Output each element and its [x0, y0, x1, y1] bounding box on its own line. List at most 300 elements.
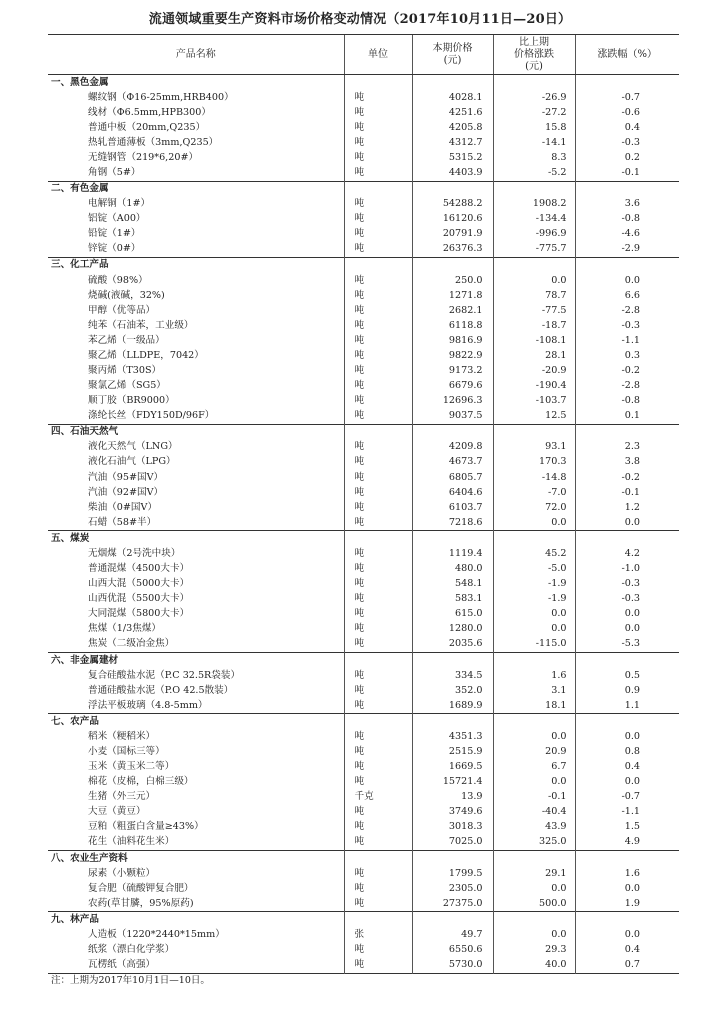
product-name: 石蜡（58#半） [88, 516, 157, 528]
footnote-row [48, 973, 679, 989]
category-change-cell [493, 181, 575, 197]
change-percent: 0.0 [575, 729, 679, 744]
category-pct-cell [575, 531, 679, 547]
header-price-change: 比上期 价格涨跌 (元) [493, 35, 575, 75]
table-row [48, 790, 679, 805]
change-percent: 4.2 [575, 546, 679, 561]
table-body [48, 75, 679, 989]
price-change: 72.0 [493, 500, 575, 515]
category-unit-cell [344, 424, 412, 440]
current-price: 6103.7 [412, 500, 493, 515]
current-price: 13.9 [412, 790, 493, 805]
table-row [48, 409, 679, 425]
unit: 吨 [344, 683, 412, 698]
current-price: 2515.9 [412, 744, 493, 759]
change-percent: -0.7 [575, 790, 679, 805]
current-price: 6679.6 [412, 379, 493, 394]
unit: 吨 [344, 120, 412, 135]
product-name: 柴油（0#国Ⅴ） [88, 501, 158, 513]
current-price: 4673.7 [412, 455, 493, 470]
change-percent: -0.8 [575, 394, 679, 409]
category-unit-cell [344, 652, 412, 668]
category-price-cell [412, 257, 493, 273]
price-change: 40.0 [493, 958, 575, 974]
table-row [48, 90, 679, 105]
unit: 千克 [344, 790, 412, 805]
price-change: -996.9 [493, 227, 575, 242]
price-change: 1.6 [493, 668, 575, 683]
product-name: 锌锭（0#） [88, 243, 141, 255]
current-price: 1119.4 [412, 546, 493, 561]
price-change: 28.1 [493, 348, 575, 363]
current-price: 7218.6 [412, 515, 493, 531]
current-price: 15721.4 [412, 775, 493, 790]
current-price: 5730.0 [412, 958, 493, 974]
unit: 吨 [344, 896, 412, 912]
category-change-cell [493, 257, 575, 273]
unit: 吨 [344, 440, 412, 455]
current-price: 615.0 [412, 607, 493, 622]
category-row [48, 912, 679, 928]
price-change: 8.3 [493, 150, 575, 165]
price-change: 0.0 [493, 775, 575, 790]
current-price: 4251.6 [412, 105, 493, 120]
header-product-name: 产品名称 [48, 35, 344, 75]
unit: 吨 [344, 135, 412, 150]
product-name: 纯苯（石油苯，工业级） [88, 319, 194, 331]
product-name: 铝锭（A00） [88, 213, 146, 225]
product-name: 农药(草甘膦，95%原药) [88, 897, 194, 909]
unit: 吨 [344, 212, 412, 227]
unit: 吨 [344, 455, 412, 470]
table-row [48, 958, 679, 974]
category-pct-cell [575, 714, 679, 730]
table-row [48, 150, 679, 165]
change-percent: -0.1 [575, 165, 679, 181]
product-name: 甲醇（优等品） [88, 304, 156, 316]
table-row [48, 683, 679, 698]
price-change: 0.0 [493, 927, 575, 942]
unit: 吨 [344, 515, 412, 531]
unit: 吨 [344, 546, 412, 561]
price-change: -26.9 [493, 90, 575, 105]
unit: 吨 [344, 577, 412, 592]
product-name: 尿素（小颗粒） [88, 867, 156, 879]
category-price-cell [412, 912, 493, 928]
price-change: 500.0 [493, 896, 575, 912]
header-unit: 单位 [344, 35, 412, 75]
table-row [48, 303, 679, 318]
product-name: 液化石油气（LPG） [88, 456, 176, 468]
table-row [48, 120, 679, 135]
category-name: 二、有色金属 [48, 181, 344, 197]
category-pct-cell [575, 181, 679, 197]
unit: 吨 [344, 318, 412, 333]
current-price: 4205.8 [412, 120, 493, 135]
change-percent: -1.0 [575, 562, 679, 577]
unit: 吨 [344, 729, 412, 744]
current-price: 1271.8 [412, 288, 493, 303]
price-change: -0.1 [493, 790, 575, 805]
category-pct-cell [575, 257, 679, 273]
unit: 吨 [344, 348, 412, 363]
current-price: 20791.9 [412, 227, 493, 242]
table-row [48, 440, 679, 455]
price-change: 0.0 [493, 607, 575, 622]
change-percent: 0.1 [575, 409, 679, 425]
change-percent: -5.3 [575, 637, 679, 653]
category-row [48, 257, 679, 273]
price-change: 45.2 [493, 546, 575, 561]
category-row [48, 181, 679, 197]
current-price: 9037.5 [412, 409, 493, 425]
price-change: -108.1 [493, 333, 575, 348]
change-percent: 0.8 [575, 744, 679, 759]
product-name: 复合肥（硫酸钾复合肥） [88, 882, 194, 894]
category-pct-cell [575, 424, 679, 440]
change-percent: 3.8 [575, 455, 679, 470]
current-price: 1689.9 [412, 698, 493, 714]
price-change: 78.7 [493, 288, 575, 303]
table-row [48, 212, 679, 227]
current-price: 49.7 [412, 927, 493, 942]
table-row [48, 896, 679, 912]
price-change: 1908.2 [493, 197, 575, 212]
product-name: 普通中板（20mm,Q235） [88, 121, 206, 133]
category-pct-cell [575, 850, 679, 866]
price-change: 15.8 [493, 120, 575, 135]
category-row [48, 424, 679, 440]
change-percent: 4.9 [575, 835, 679, 851]
category-unit-cell [344, 181, 412, 197]
unit: 吨 [344, 958, 412, 974]
price-change: -27.2 [493, 105, 575, 120]
product-name: 聚丙烯（T30S） [88, 365, 162, 377]
category-price-cell [412, 424, 493, 440]
product-name: 汽油（92#国Ⅴ） [88, 486, 164, 498]
unit: 吨 [344, 105, 412, 120]
current-price: 6805.7 [412, 470, 493, 485]
price-change: -14.1 [493, 135, 575, 150]
current-price: 1669.5 [412, 760, 493, 775]
page-title: 流通领域重要生产资料市场价格变动情况（2017年10月11日—20日） [148, 12, 572, 27]
unit: 张 [344, 927, 412, 942]
change-percent: 0.9 [575, 683, 679, 698]
change-percent: 1.6 [575, 866, 679, 881]
change-percent: 1.2 [575, 500, 679, 515]
product-name: 液化天然气（LNG） [88, 441, 178, 453]
change-percent: 0.4 [575, 120, 679, 135]
price-change: -5.2 [493, 165, 575, 181]
unit: 吨 [344, 760, 412, 775]
current-price: 9822.9 [412, 348, 493, 363]
current-price: 4312.7 [412, 135, 493, 150]
table-row [48, 927, 679, 942]
change-percent: 3.6 [575, 197, 679, 212]
product-name: 山西优混（5500大卡） [88, 593, 190, 605]
table-row [48, 577, 679, 592]
header-change-percent: 涨跌幅（%） [575, 35, 679, 75]
table-row [48, 835, 679, 851]
unit: 吨 [344, 562, 412, 577]
price-change: -103.7 [493, 394, 575, 409]
category-change-cell [493, 850, 575, 866]
unit: 吨 [344, 379, 412, 394]
unit: 吨 [344, 485, 412, 500]
current-price: 16120.6 [412, 212, 493, 227]
product-name: 硫酸（98%） [88, 274, 148, 286]
price-change: -1.9 [493, 577, 575, 592]
unit: 吨 [344, 303, 412, 318]
table-row [48, 470, 679, 485]
unit: 吨 [344, 744, 412, 759]
unit: 吨 [344, 698, 412, 714]
product-name: 焦煤（1/3焦煤） [88, 623, 162, 635]
change-percent: -2.9 [575, 242, 679, 258]
change-percent: 0.3 [575, 348, 679, 363]
table-row [48, 607, 679, 622]
change-percent: 0.0 [575, 881, 679, 896]
product-name: 无烟煤（2号洗中块） [88, 547, 181, 559]
price-change: -115.0 [493, 637, 575, 653]
product-name: 浮法平板玻璃（4.8-5mm） [88, 699, 208, 711]
current-price: 7025.0 [412, 835, 493, 851]
change-percent: -0.3 [575, 577, 679, 592]
current-price: 1799.5 [412, 866, 493, 881]
current-price: 26376.3 [412, 242, 493, 258]
unit: 吨 [344, 866, 412, 881]
current-price: 4028.1 [412, 90, 493, 105]
product-name: 复合硅酸盐水泥（P.C 32.5R袋装） [88, 669, 241, 681]
change-percent: 0.0 [575, 622, 679, 637]
change-percent: 1.9 [575, 896, 679, 912]
unit: 吨 [344, 820, 412, 835]
price-change: 0.0 [493, 515, 575, 531]
product-name: 人造板（1220*2440*15mm） [88, 928, 225, 940]
category-unit-cell [344, 912, 412, 928]
table-row [48, 242, 679, 258]
product-name: 聚乙烯（LLDPE，7042） [88, 349, 204, 361]
unit: 吨 [344, 394, 412, 409]
change-percent: 2.3 [575, 440, 679, 455]
product-name: 铅锭（1#） [88, 228, 141, 240]
category-price-cell [412, 75, 493, 91]
price-change: -775.7 [493, 242, 575, 258]
price-change: 29.3 [493, 942, 575, 957]
change-percent: -1.1 [575, 805, 679, 820]
category-pct-cell [575, 912, 679, 928]
current-price: 352.0 [412, 683, 493, 698]
change-percent: -2.8 [575, 303, 679, 318]
table-row [48, 866, 679, 881]
current-price: 6404.6 [412, 485, 493, 500]
change-percent: -1.1 [575, 333, 679, 348]
change-percent: 1.5 [575, 820, 679, 835]
change-percent: -4.6 [575, 227, 679, 242]
table-row [48, 562, 679, 577]
price-change: 29.1 [493, 866, 575, 881]
header-current-price: 本期价格 (元) [412, 35, 493, 75]
product-name: 电解铜（1#） [88, 198, 151, 210]
price-change: 3.1 [493, 683, 575, 698]
product-name: 花生（油料花生米） [88, 836, 175, 848]
price-change: 325.0 [493, 835, 575, 851]
current-price: 334.5 [412, 668, 493, 683]
table-row [48, 485, 679, 500]
unit: 吨 [344, 622, 412, 637]
product-name: 瓦楞纸（高强） [88, 959, 156, 971]
category-unit-cell [344, 850, 412, 866]
current-price: 9816.9 [412, 333, 493, 348]
change-percent: 0.0 [575, 775, 679, 790]
unit: 吨 [344, 227, 412, 242]
price-change: -20.9 [493, 363, 575, 378]
category-change-cell [493, 531, 575, 547]
table-row [48, 363, 679, 378]
product-name: 焦炭（二级冶金焦） [88, 638, 175, 650]
category-name: 八、农业生产资料 [48, 850, 344, 866]
table-row [48, 348, 679, 363]
product-name: 小麦（国标三等） [88, 745, 165, 757]
category-unit-cell [344, 257, 412, 273]
table-row [48, 820, 679, 835]
table-row [48, 288, 679, 303]
change-percent: -0.3 [575, 135, 679, 150]
price-change: 20.9 [493, 744, 575, 759]
unit: 吨 [344, 775, 412, 790]
unit: 吨 [344, 668, 412, 683]
category-change-cell [493, 75, 575, 91]
category-price-cell [412, 531, 493, 547]
unit: 吨 [344, 607, 412, 622]
product-name: 汽油（95#国Ⅴ） [88, 471, 164, 483]
price-change: 170.3 [493, 455, 575, 470]
unit: 吨 [344, 273, 412, 288]
product-name: 棉花（皮棉，白棉三级） [88, 776, 194, 788]
product-name: 纸浆（漂白化学浆） [88, 943, 175, 955]
category-pct-cell [575, 652, 679, 668]
change-percent: 0.0 [575, 607, 679, 622]
price-table [48, 34, 679, 989]
price-change: 0.0 [493, 881, 575, 896]
table-row [48, 273, 679, 288]
unit: 吨 [344, 805, 412, 820]
price-change: 93.1 [493, 440, 575, 455]
change-percent: 0.5 [575, 668, 679, 683]
category-row [48, 850, 679, 866]
category-unit-cell [344, 531, 412, 547]
table-row [48, 942, 679, 957]
table-row [48, 500, 679, 515]
unit: 吨 [344, 881, 412, 896]
price-change: -5.0 [493, 562, 575, 577]
change-percent: 0.7 [575, 958, 679, 974]
price-change: 43.9 [493, 820, 575, 835]
product-name: 大豆（黄豆） [88, 806, 146, 818]
price-change: -77.5 [493, 303, 575, 318]
table-row [48, 729, 679, 744]
category-price-cell [412, 181, 493, 197]
table-row [48, 197, 679, 212]
current-price: 9173.2 [412, 363, 493, 378]
change-percent: -2.8 [575, 379, 679, 394]
current-price: 12696.3 [412, 394, 493, 409]
category-price-cell [412, 850, 493, 866]
change-percent: 0.0 [575, 927, 679, 942]
change-percent: -0.2 [575, 470, 679, 485]
table-row [48, 318, 679, 333]
table-row [48, 805, 679, 820]
product-name: 稻米（粳稻米） [88, 730, 156, 742]
change-percent: 0.4 [575, 942, 679, 957]
change-percent: 0.2 [575, 150, 679, 165]
product-name: 玉米（黄玉米二等） [88, 761, 175, 773]
category-change-cell [493, 912, 575, 928]
current-price: 583.1 [412, 592, 493, 607]
unit: 吨 [344, 942, 412, 957]
change-percent: 0.0 [575, 515, 679, 531]
product-name: 普通硅酸盐水泥（P.O 42.5散装） [88, 684, 234, 696]
category-row [48, 531, 679, 547]
product-name: 线材（Φ6.5mm,HPB300） [88, 106, 211, 118]
current-price: 4403.9 [412, 165, 493, 181]
category-price-cell [412, 714, 493, 730]
table-row [48, 760, 679, 775]
change-percent: 0.0 [575, 273, 679, 288]
current-price: 2305.0 [412, 881, 493, 896]
product-name: 角钢（5#） [88, 167, 141, 178]
change-percent: -0.3 [575, 318, 679, 333]
current-price: 3018.3 [412, 820, 493, 835]
category-name: 六、非金属建材 [48, 652, 344, 668]
product-name: 涤纶长丝（FDY150D/96F） [88, 410, 215, 422]
change-percent: -0.2 [575, 363, 679, 378]
table-row [48, 165, 679, 181]
unit: 吨 [344, 288, 412, 303]
current-price: 54288.2 [412, 197, 493, 212]
unit: 吨 [344, 165, 412, 181]
table-row [48, 546, 679, 561]
product-name: 无缝钢管（219*6,20#） [88, 151, 199, 163]
unit: 吨 [344, 500, 412, 515]
category-price-cell [412, 652, 493, 668]
product-name: 顺丁胶（BR9000） [88, 395, 175, 407]
change-percent: -0.3 [575, 592, 679, 607]
category-change-cell [493, 714, 575, 730]
current-price: 27375.0 [412, 896, 493, 912]
product-name: 生猪（外三元） [88, 791, 156, 803]
price-change: -40.4 [493, 805, 575, 820]
unit: 吨 [344, 470, 412, 485]
current-price: 5315.2 [412, 150, 493, 165]
change-percent: 0.4 [575, 760, 679, 775]
category-change-cell [493, 424, 575, 440]
table-row [48, 592, 679, 607]
unit: 吨 [344, 409, 412, 425]
current-price: 4351.3 [412, 729, 493, 744]
current-price: 480.0 [412, 562, 493, 577]
price-change: -14.8 [493, 470, 575, 485]
category-name: 一、黑色金属 [51, 76, 109, 88]
category-unit-cell [344, 714, 412, 730]
footnote: 注：上期为2017年10月1日—10日。 [48, 973, 679, 989]
table-row [48, 775, 679, 790]
unit: 吨 [344, 197, 412, 212]
current-price: 2682.1 [412, 303, 493, 318]
price-change: 0.0 [493, 622, 575, 637]
change-percent: 6.6 [575, 288, 679, 303]
change-percent: 1.1 [575, 698, 679, 714]
